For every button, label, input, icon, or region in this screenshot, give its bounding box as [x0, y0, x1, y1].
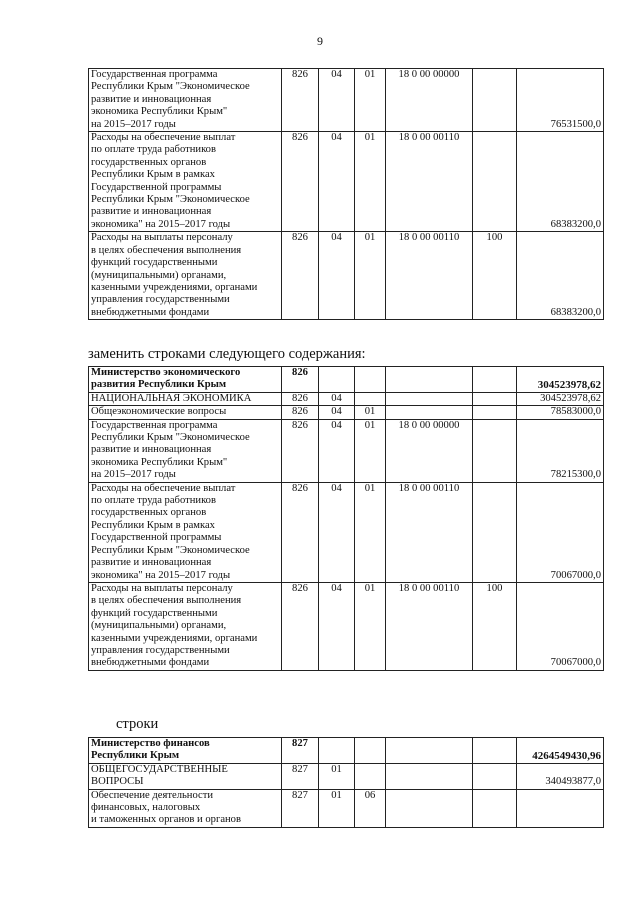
budget-table-finance	[88, 737, 604, 828]
expense-type-code	[473, 367, 517, 393]
table-row	[89, 419, 604, 482]
department-code: 826	[282, 482, 319, 582]
section-code: 04	[319, 482, 355, 582]
amount: 68383200,0	[517, 132, 604, 232]
expense-type-code	[473, 738, 517, 764]
amount: 304523978,62	[517, 367, 604, 393]
replace-caption: заменить строками следующего содержания:	[88, 346, 366, 362]
subsection-code: 01	[355, 582, 386, 670]
amount: 70067000,0	[517, 582, 604, 670]
amount: 78215300,0	[517, 419, 604, 482]
table-row	[89, 582, 604, 670]
subsection-code: 01	[355, 69, 386, 132]
target-item-code: 18 0 00 00110	[386, 482, 473, 582]
table-row	[89, 789, 604, 827]
subsection-code	[355, 367, 386, 393]
amount: 78583000,0	[517, 406, 604, 419]
table-row	[89, 69, 604, 132]
row-name: Расходы на обеспечение выплат по оплате труда работников государственных органов Республики Крым в рамках Государственной программы Республики Крым "Экономическое развитие и инновационная экономика" на 2015–2017 годы	[89, 132, 282, 232]
department-code: 826	[282, 392, 319, 405]
department-code: 826	[282, 406, 319, 419]
target-item-code: 18 0 00 00110	[386, 232, 473, 320]
subsection-code	[355, 763, 386, 789]
expense-type-code	[473, 789, 517, 827]
table-row	[89, 738, 604, 764]
department-code: 826	[282, 69, 319, 132]
table-row	[89, 367, 604, 393]
section-code: 01	[319, 763, 355, 789]
expense-type-code	[473, 482, 517, 582]
subsection-code: 01	[355, 419, 386, 482]
table-row	[89, 763, 604, 789]
row-name: Министерство экономического развития Республики Крым	[89, 367, 282, 393]
amount: 70067000,0	[517, 482, 604, 582]
row-name: Расходы на выплаты персоналу в целях обеспечения выполнения функций государственными (муниципальными) органами, казенными учреждениями, органами управления государственными внебюджетными фондами	[89, 582, 282, 670]
section-code: 04	[319, 406, 355, 419]
budget-table-original	[88, 68, 604, 320]
target-item-code	[386, 406, 473, 419]
target-item-code	[386, 738, 473, 764]
row-name: Расходы на выплаты персоналу в целях обеспечения выполнения функций государственными (муниципальными) органами, казенными учреждениями, органами управления государственными внебюджетными фондами	[89, 232, 282, 320]
expense-type-code	[473, 406, 517, 419]
amount: 304523978,62	[517, 392, 604, 405]
target-item-code	[386, 392, 473, 405]
section-code	[319, 738, 355, 764]
subsection-code	[355, 392, 386, 405]
department-code: 827	[282, 789, 319, 827]
section-code: 04	[319, 419, 355, 482]
section-code: 04	[319, 69, 355, 132]
target-item-code	[386, 763, 473, 789]
department-code: 826	[282, 582, 319, 670]
amount: 68383200,0	[517, 232, 604, 320]
section-code: 04	[319, 132, 355, 232]
subsection-code: 01	[355, 482, 386, 582]
amount: 4264549430,96	[517, 738, 604, 764]
expense-type-code: 100	[473, 582, 517, 670]
subsection-code: 06	[355, 789, 386, 827]
table-row	[89, 406, 604, 419]
rows-caption: строки	[116, 716, 159, 732]
subsection-code	[355, 738, 386, 764]
department-code: 827	[282, 738, 319, 764]
amount	[517, 789, 604, 827]
target-item-code: 18 0 00 00110	[386, 582, 473, 670]
table-row	[89, 132, 604, 232]
table-row	[89, 232, 604, 320]
expense-type-code: 100	[473, 232, 517, 320]
target-item-code: 18 0 00 00110	[386, 132, 473, 232]
expense-type-code	[473, 69, 517, 132]
table-row	[89, 482, 604, 582]
section-code	[319, 367, 355, 393]
row-name: Обеспечение деятельности финансовых, налоговых и таможенных органов и органов	[89, 789, 282, 827]
amount: 76531500,0	[517, 69, 604, 132]
expense-type-code	[473, 763, 517, 789]
section-code: 04	[319, 392, 355, 405]
department-code: 827	[282, 763, 319, 789]
row-name: Министерство финансов Республики Крым	[89, 738, 282, 764]
row-name: Государственная программа Республики Крым "Экономическое развитие и инновационная экономика Республики Крым" на 2015–2017 годы	[89, 69, 282, 132]
department-code: 826	[282, 232, 319, 320]
row-name: ОБЩЕГОСУДАРСТВЕННЫЕ ВОПРОСЫ	[89, 763, 282, 789]
target-item-code: 18 0 00 00000	[386, 419, 473, 482]
expense-type-code	[473, 132, 517, 232]
section-code: 04	[319, 232, 355, 320]
row-name: НАЦИОНАЛЬНАЯ ЭКОНОМИКА	[89, 392, 282, 405]
row-name: Общеэкономические вопросы	[89, 406, 282, 419]
target-item-code	[386, 789, 473, 827]
target-item-code	[386, 367, 473, 393]
department-code: 826	[282, 132, 319, 232]
amount: 340493877,0	[517, 763, 604, 789]
expense-type-code	[473, 392, 517, 405]
department-code: 826	[282, 367, 319, 393]
subsection-code: 01	[355, 232, 386, 320]
page-number: 9	[317, 34, 323, 48]
row-name: Государственная программа Республики Крым "Экономическое развитие и инновационная экономика Республики Крым" на 2015–2017 годы	[89, 419, 282, 482]
subsection-code: 01	[355, 132, 386, 232]
section-code: 01	[319, 789, 355, 827]
budget-table-replacement	[88, 366, 604, 671]
subsection-code: 01	[355, 406, 386, 419]
department-code: 826	[282, 419, 319, 482]
expense-type-code	[473, 419, 517, 482]
row-name: Расходы на обеспечение выплат по оплате труда работников государственных органов Республики Крым в рамках Государственной программы Республики Крым "Экономическое развитие и инновационная экономика" на 2015–2017 годы	[89, 482, 282, 582]
section-code: 04	[319, 582, 355, 670]
table-row	[89, 392, 604, 405]
target-item-code: 18 0 00 00000	[386, 69, 473, 132]
